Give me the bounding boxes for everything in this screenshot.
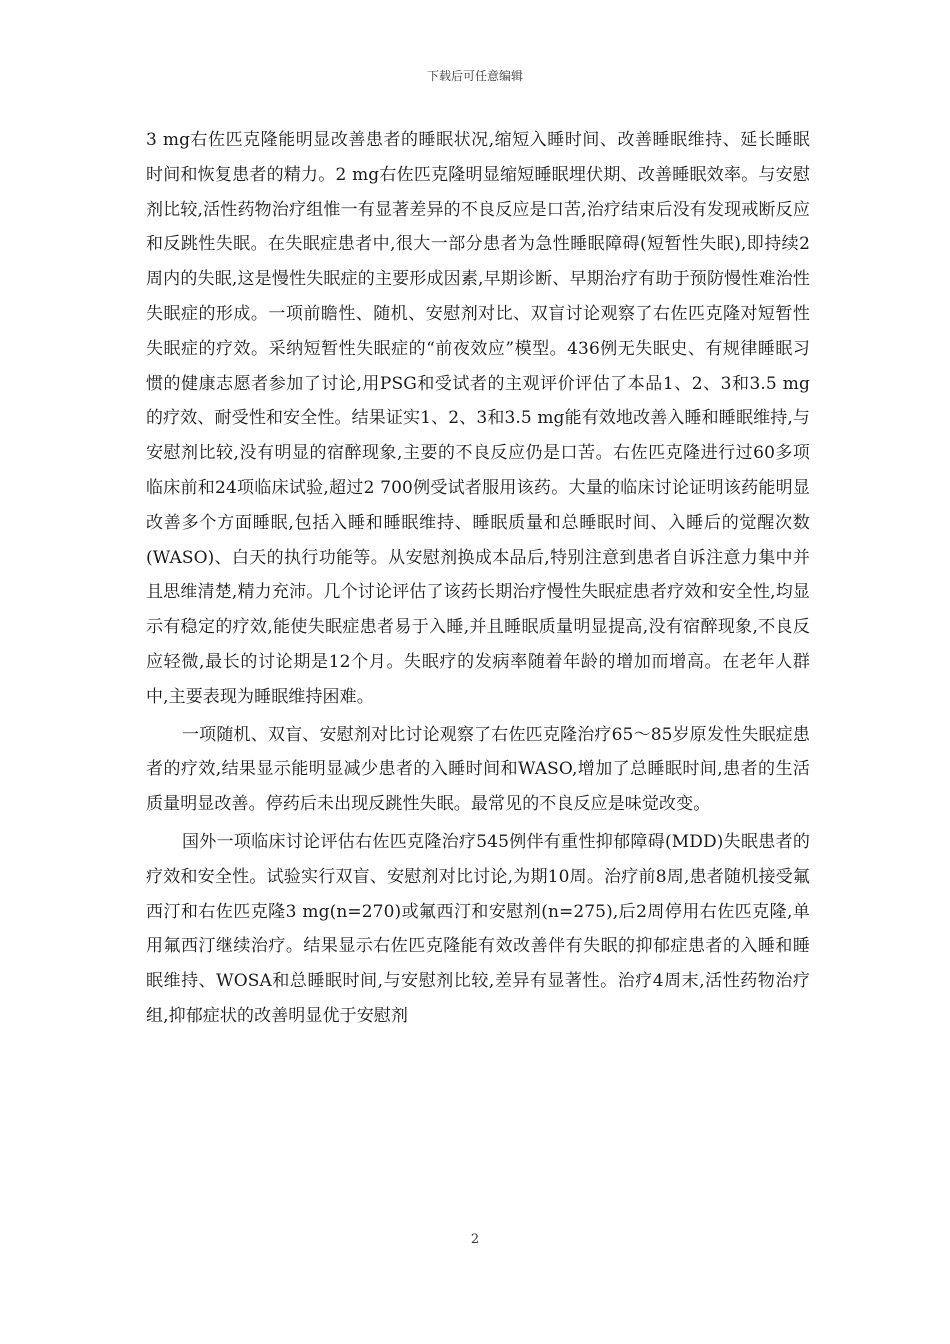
page-number: 2 bbox=[470, 1232, 480, 1247]
page-header: 下载后可任意编辑 bbox=[426, 69, 523, 83]
paragraph-2: 一项随机、双盲、安慰剂对比讨论观察了右佐匹克隆治疗65～85岁原发性失眠症患者的疗效,结果显示能明显减少患者的入睡时间和WASO,增加了总睡眠时间,患者的生活质量明显改善。停药后未出现反跳性失眠。最常见的不良反应是味觉改变。 bbox=[146, 724, 810, 815]
document-body bbox=[146, 123, 810, 1034]
paragraph-3: 国外一项临床讨论评估右佐匹克隆治疗545例伴有重性抑郁障碍(MDD)失眠患者的疗效和安全性。试验实行双盲、安慰剂对比讨论,为期10周。治疗前8周,患者随机接受氟西汀和右佐匹克隆3 mg(n=270)或氟西汀和安慰剂(n=275),后2周停用右佐匹克隆,单用氟西汀继续治疗。结果显示右佐匹克隆能有效改善伴有失眠的抑郁症患者的入睡和睡眠维持、WOSA和总睡眠时间,与安慰剂比较,差异有显著性。治疗4周末,活性药物治疗组,抑郁症状的改善明显优于安慰剂 bbox=[146, 831, 810, 1026]
paragraph-1: 3 mg右佐匹克隆能明显改善患者的睡眠状况,缩短入睡时间、改善睡眠维持、延长睡眠时间和恢复患者的精力。2 mg右佐匹克隆明显缩短睡眠埋伏期、改善睡眠效率。与安慰剂比较,活性药物治疗组惟一有显著差异的不良反应是口苦,治疗结束后没有发现戒断反应和反跳性失眠。在失眠症患者中,很大一部分患者为急性睡眠障碍(短暂性失眠),即持续2周内的失眠,这是慢性失眠症的主要形成因素,早期诊断、早期治疗有助于预防慢性难治性失眠症的形成。一项前瞻性、随机、安慰剂对比、双盲讨论观察了右佐匹克隆对短暂性失眠症的疗效。采纳短暂性失眠症的“前夜效应”模型。436例无失眠史、有规律睡眠习惯的健康志愿者参加了讨论,用PSG和受试者的主观评价评估了本品1、2、3和3.5 mg的疗效、耐受性和安全性。结果证实1、2、3和3.5 mg能有效地改善入睡和睡眠维持,与安慰剂比较,没有明显的宿醉现象,主要的不良反应仍是口苦。右佐匹克隆进行过60多项临床前和24项临床试验,超过2 700例受试者服用该药。大量的临床讨论证明该药能明显改善多个方面睡眠,包括入睡和睡眠维持、睡眠质量和总睡眠时间、入睡后的觉醒次数(WASO)、白天的执行功能等。从安慰剂换成本品后,特别注意到患者自诉注意力集中并且思维清楚,精力充沛。几个讨论评估了该药长期治疗慢性失眠症患者疗效和安全性,均显示有稳定的疗效,能使失眠症患者易于入睡,并且睡眠质量明显提高,没有宿醉现象,不良反应轻微,最长的讨论期是12个月。失眠疗的发病率随着年龄的增加而增高。在老年人群中,主要表现为睡眠维持困难。 bbox=[146, 130, 810, 707]
